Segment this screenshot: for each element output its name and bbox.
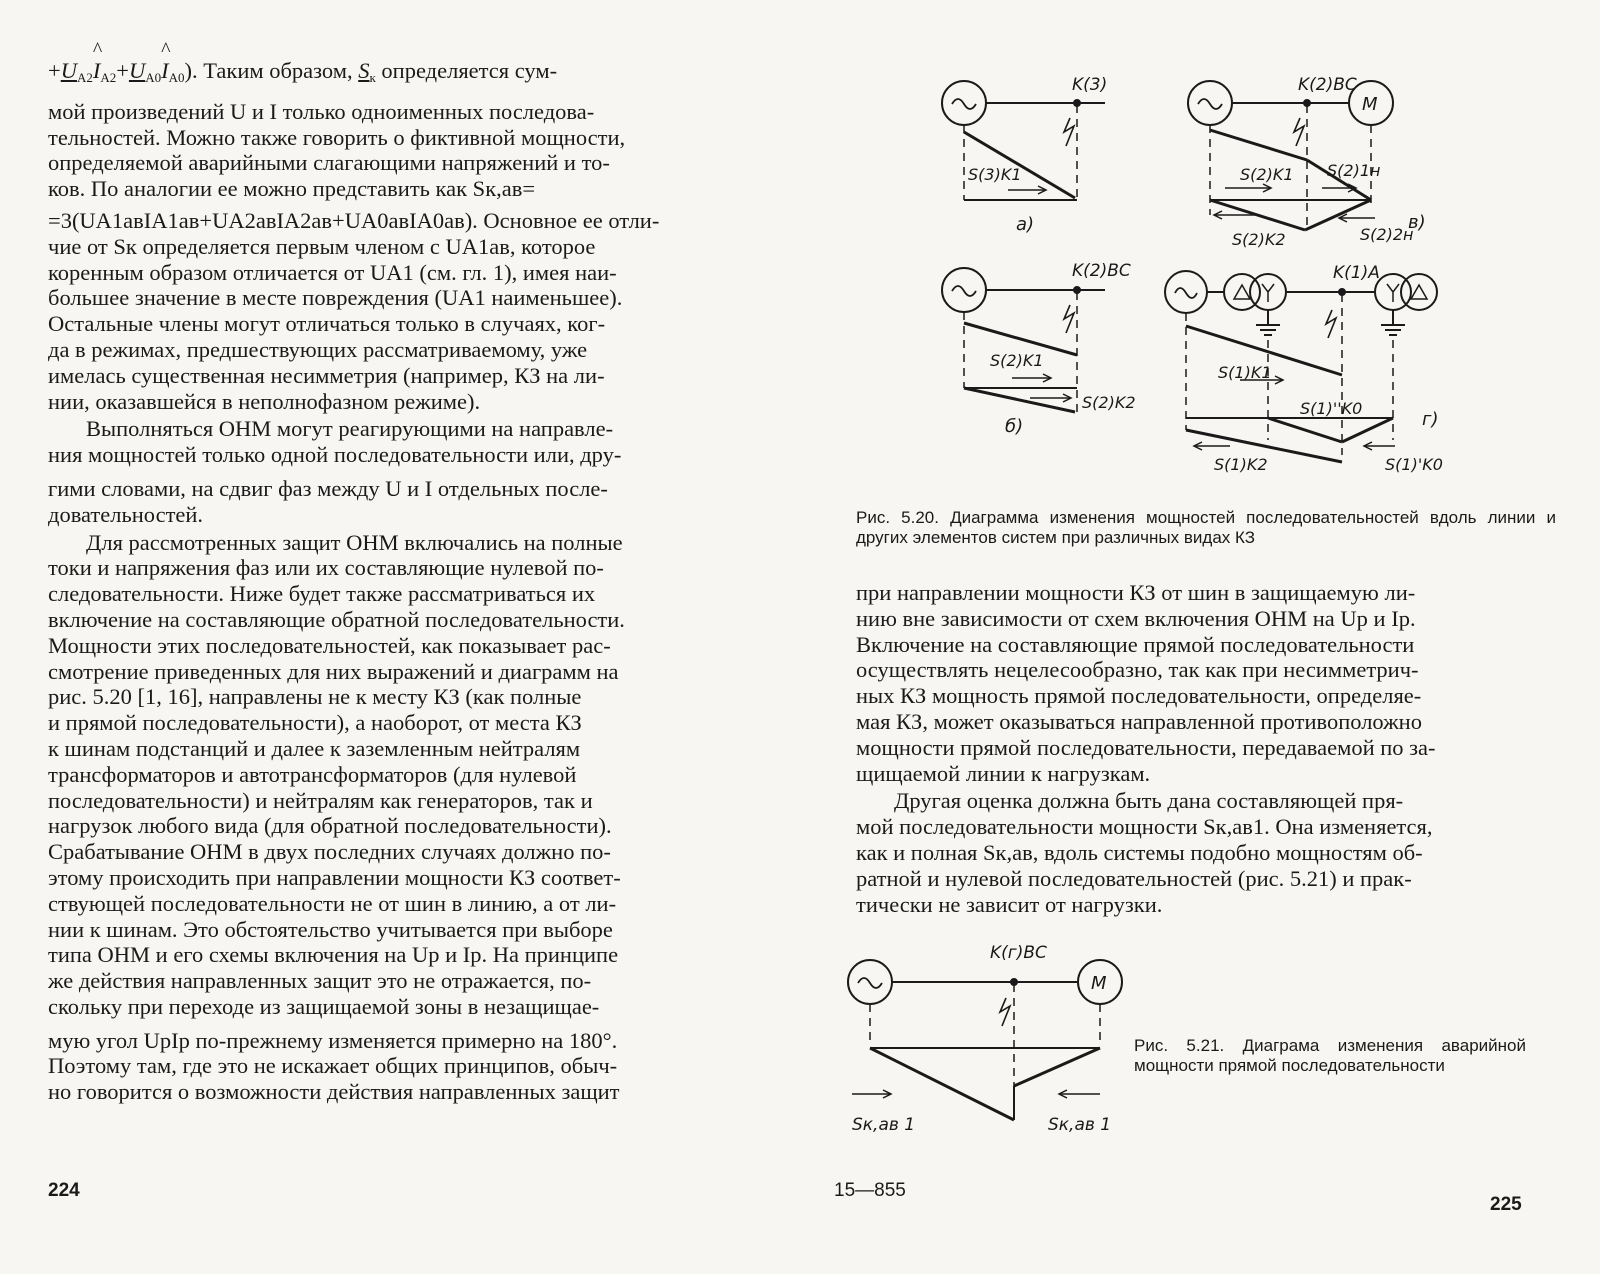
left-p3-line: Мощности этих последовательностей, как показывает рас-	[48, 632, 611, 658]
left-p3-line: но говорится о возможности действия направленных защит	[48, 1079, 620, 1105]
diagram-b	[942, 261, 1136, 437]
right-p2-line: ратной и нулевой последовательностей (рис. 5.21) и прак-	[856, 865, 1412, 891]
right-p2-line: тически не зависит от нагрузки.	[856, 891, 1163, 917]
label-sk1-2b: S(2)K1	[990, 351, 1044, 370]
left-p1-line: коренным образом отличается от UA1 (см. гл. 1), имея наи-	[48, 259, 617, 285]
diagram-v	[1188, 75, 1426, 249]
label-s1n-2: S(2)1н	[1327, 161, 1381, 180]
label-motor: M	[1362, 94, 1378, 115]
left-p3-line: нагрузок любого вида (для обратной последовательности).	[48, 813, 612, 839]
label-sk2-2b: S(2)K2	[1082, 393, 1136, 412]
left-p1-line: ков. По аналогии ее можно представить как Sк,ав=	[48, 176, 536, 202]
label-sk2-2: S(2)K2	[1232, 230, 1286, 249]
left-paragraph-3	[48, 530, 753, 1106]
label-sav1-left: Sк,ав 1	[852, 1115, 916, 1135]
left-p1-line: нии, оказавшейся в неполнофазном режиме).	[48, 388, 481, 414]
left-p3-line: Для рассмотренных защит ОНМ включались на полные	[86, 529, 623, 555]
left-paragraph-1	[48, 99, 753, 415]
page-number-left: 224	[48, 1180, 80, 1201]
right-p1-line: осуществлять нецелесообразно, так как при несимметрич-	[856, 657, 1419, 683]
left-p3-line: типа ОНМ и его схемы включения на Uр и Iр. На принципе	[48, 942, 619, 968]
left-p3-line: Срабатывание ОНМ в двух последних случаях должно по-	[48, 839, 611, 865]
left-p1-line: имелась существенная несимметрия (например, КЗ на ли-	[48, 362, 605, 388]
label-g: г)	[1422, 409, 1439, 430]
left-p3-line: последовательности) и нейтралям как генераторов, так и	[48, 787, 593, 813]
signature-mark: 15—855	[834, 1180, 906, 1201]
left-p3-line: включение на составляющие обратной последовательности.	[48, 606, 625, 632]
right-paragraph-1	[856, 580, 1558, 786]
left-p3-line: токи и напряжения фаз или их составляющие нулевой по-	[48, 555, 604, 581]
left-p3-line: ствующей последовательности не от шин в линию, а от ли-	[48, 890, 617, 916]
left-p1-line: Остальные члены могут отличаться только в случаях, ког-	[48, 311, 606, 337]
figure-5-21-caption: Рис. 5.21. Диаграма изменения аварийной мощности прямой последовательности	[1134, 1036, 1526, 1075]
left-p1-line: чие от Sк определяется первым членом с UA1ав, которое	[48, 233, 596, 259]
page-number-right: 225	[1490, 1194, 1522, 1215]
label-a: а)	[1016, 214, 1035, 235]
right-p1-line: при направлении мощности КЗ от шин в защищаемую ли-	[856, 580, 1416, 605]
diagram-a	[942, 75, 1107, 235]
label-s2n-2: S(2)2н	[1360, 225, 1414, 244]
left-p2-line: довательностей.	[48, 501, 204, 527]
label-b: б)	[1005, 416, 1024, 437]
figure-5-20	[800, 0, 1600, 500]
left-line1: $+U_{A2}\^{}$ $I_{A2}+U_{A0}\^{}$ $I_{A0}$). Таким образом, $S_к$ определяется сум-	[48, 58, 753, 91]
label-ka1: K(1)A	[1333, 263, 1380, 283]
left-p3-line: же действия направленных защит это не отражается, по-	[48, 968, 592, 994]
left-p1-line: =3(UA1авIA1ав+UA2авIA2ав+UA0авIA0ав). Основное ее отли-	[48, 207, 660, 233]
label-motor-521: M	[1091, 973, 1107, 994]
right-p1-line: щищаемой линии к нагрузкам.	[856, 760, 1151, 786]
label-k3: K(3)	[1072, 75, 1108, 95]
left-p1-line: да в режимах, предшествующих рассматриваемому, уже	[48, 336, 588, 362]
left-p3-line: этому происходить при направлении мощности КЗ соответ-	[48, 864, 621, 890]
left-p3-line: рис. 5.20 [1, 16], направлены не к месту КЗ (как полные	[48, 684, 582, 710]
label-sk1-1: S(1)K1	[1218, 363, 1272, 382]
left-p3-line: нии к шинам. Это обстоятельство учитывается при выборе	[48, 916, 613, 942]
left-column-text	[48, 58, 753, 1105]
right-p2-line: как и полная Sк,ав, вдоль системы подобно мощностям об-	[856, 839, 1423, 865]
label-sk0-1pp: S(1)''K0	[1300, 399, 1363, 418]
right-p2-line: Другая оценка должна быть дана составляющей пря-	[894, 788, 1404, 814]
left-p3-line: и прямой последовательности), а наоборот, от места КЗ	[48, 710, 582, 736]
left-p1-line: большее значение в месте повреждения (UA1 наименьшее).	[48, 285, 623, 311]
label-sav1-right: Sк,ав 1	[1048, 1115, 1112, 1135]
left-p2-line: ния мощностей только одной последовательности или, дру-	[48, 442, 622, 468]
left-p1-line: определяемой аварийными слагающими напряжений и то-	[48, 150, 610, 176]
figure-5-21	[830, 928, 1160, 1148]
label-sk1-2: S(2)K1	[1240, 165, 1294, 184]
right-p1-line: нию вне зависимости от схем включения ОНМ на Uр и Iр.	[856, 605, 1416, 631]
right-p1-line: ных КЗ мощность прямой последовательности, определяе-	[856, 683, 1422, 709]
left-p3-line: смотрение приведенных для них выражений и диаграмм на	[48, 658, 619, 684]
right-p1-line: мощности прямой последовательности, передаваемой по за-	[856, 734, 1436, 760]
label-sk2-1: S(1)K2	[1214, 455, 1268, 474]
label-k2: K(2)BC	[1072, 261, 1131, 281]
left-p3-line: Поэтому там, где это не искажает общих принципов, обыч-	[48, 1053, 618, 1079]
left-p3-line: следовательности. Ниже будет также рассматриваться их	[48, 581, 596, 607]
label-sk0-1p: S(1)'K0	[1385, 455, 1443, 474]
left-p3-line: к шинам подстанций и далее к заземленным нейтралям	[48, 735, 581, 761]
right-column-text	[856, 580, 1558, 917]
label-kbc-g: K(г)BC	[990, 943, 1047, 963]
right-p1-line: мая КЗ, может оказываться направленной противоположно	[856, 708, 1422, 734]
label-sk1-3: S(3)K1	[968, 165, 1022, 184]
left-p1-line: мой произведений U и I только одноименных последова-	[48, 98, 595, 124]
left-paragraph-2	[48, 416, 753, 527]
right-p1-line: Включение на составляющие прямой последовательности	[856, 631, 1415, 657]
right-page	[800, 0, 1600, 1274]
right-p2-line: мой последовательности мощности Sк,ав1. Она изменяется,	[856, 814, 1433, 840]
left-p3-line: мую угол UрIр по-прежнему изменяется примерно на 180°.	[48, 1027, 618, 1053]
left-p2-line: Выполняться ОНМ могут реагирующими на направле-	[86, 416, 614, 442]
left-p1-line: тельностей. Можно также говорить о фиктивной мощности,	[48, 124, 626, 150]
right-paragraph-2	[856, 788, 1558, 917]
left-p3-line: трансформаторов и автотрансформаторов (для нулевой	[48, 761, 577, 787]
figure-5-20-caption: Рис. 5.20. Диаграмма изменения мощностей последовательностей вдоль линии и других элементов систем при различных видах КЗ	[856, 508, 1556, 547]
left-p2-line: гими словами, на сдвиг фаз между U и I отдельных после-	[48, 475, 608, 501]
diagram-g	[1165, 263, 1443, 474]
left-p3-line: скольку при переходе из защищаемой зоны в незащищае-	[48, 993, 600, 1019]
label-kbc2: K(2)BC	[1298, 75, 1357, 95]
label-v: в)	[1408, 212, 1426, 233]
